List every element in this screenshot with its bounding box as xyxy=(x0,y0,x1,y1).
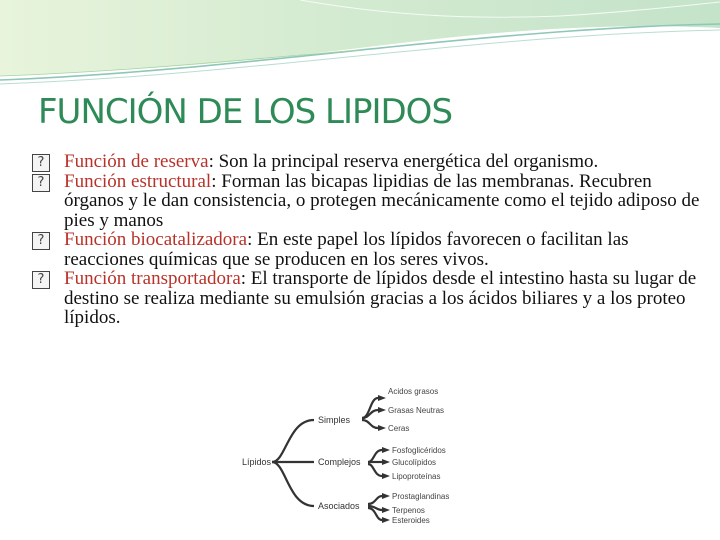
missing-glyph-icon: ? xyxy=(32,271,50,289)
diagram-item: Glucolípidos xyxy=(392,458,437,467)
lipid-classification-diagram xyxy=(238,384,480,532)
bullet-item-transportadora xyxy=(28,269,700,328)
top-wave-decoration xyxy=(0,0,720,90)
diagram-item: Grasas Neutras xyxy=(388,406,445,415)
bullet-text: : En este papel los lípidos favorecen o facilitan las reacciones químicas que se producen en los seres vivos. xyxy=(64,229,629,270)
diagram-group-simples: Simples xyxy=(318,415,351,425)
diagram-item: Esteroides xyxy=(392,516,430,525)
diagram-item: Prostaglandinas xyxy=(392,492,450,501)
slide-title: FUNCIÓN DE LOS LIPIDOS xyxy=(38,92,453,132)
bullet-term: Función de reserva xyxy=(64,151,209,172)
diagram-item: Lipoproteínas xyxy=(392,472,441,481)
diagram-group-complejos: Complejos xyxy=(318,457,361,467)
bullet-item-reserva xyxy=(28,152,700,172)
diagram-item: Ceras xyxy=(388,424,410,433)
bullet-item-estructural xyxy=(28,172,700,231)
missing-glyph-icon: ? xyxy=(32,154,50,172)
bullet-term: Función transportadora xyxy=(64,268,241,289)
bullet-term: Función estructural xyxy=(64,170,212,192)
diagram-svg xyxy=(238,384,480,532)
diagram-item: Terpenos xyxy=(392,506,425,515)
bullet-term: Función biocatalizadora xyxy=(64,229,248,250)
diagram-item: Acidos grasos xyxy=(388,387,439,396)
bullet-item-biocatalizadora xyxy=(28,230,700,269)
missing-glyph-icon: ? xyxy=(32,174,50,192)
bullet-text: : Forman las bicapas lipidias de las membranas. Recubren órganos y le dan consistencia, o protegen mecánicamente como el tejido adiposo de pies y manos xyxy=(64,170,700,231)
diagram-group-asociados: Asociados xyxy=(318,501,360,511)
diagram-item: Fosfoglicéridos xyxy=(392,446,446,455)
bullet-text: : Son la principal reserva energética del organismo. xyxy=(208,151,599,172)
bullet-list xyxy=(28,152,700,328)
missing-glyph-icon: ? xyxy=(32,232,50,250)
diagram-root-label: Lípidos xyxy=(242,457,272,467)
bullet-text: : El transporte de lípidos desde el intestino hasta su lugar de destino se realiza mediante su emulsión gracias a los ácidos biliares y a los proteo lípidos. xyxy=(64,268,697,328)
